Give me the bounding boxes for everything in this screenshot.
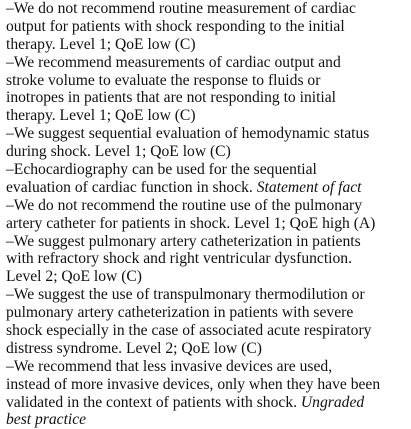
text-line: instead of more invasive devices, only when they have been [6,375,381,393]
text-line: therapy. Level 1; QoE low (C) [6,107,196,125]
text-line: output for patients with shock responding to the initial [6,17,345,35]
statement-label: Statement of fact [256,178,362,196]
text-line: –We do not recommend routine measurement of cardiac [6,0,356,17]
grade-label-continued: best practice [6,411,87,429]
text-line: –Echocardiography can be used for the sequential [6,161,317,179]
text-line: therapy. Level 1; QoE low (C) [6,35,196,53]
recommendation-2 [6,54,406,126]
recommendation-7 [6,286,406,358]
text-line: –We recommend measurements of cardiac output and [6,53,341,71]
text-line: pulmonary artery catheterization in patients with severe [6,304,354,322]
text-line: –We suggest the use of transpulmonary thermodilution or [6,286,365,304]
text-line: Level 2; QoE low (C) [6,268,142,286]
recommendation-4 [6,161,406,197]
text-line: –We suggest pulmonary artery catheterization in patients [6,232,361,250]
recommendations-text [6,0,406,429]
text-line: –We do not recommend the routine use of the pulmonary [6,196,363,214]
text-line: during shock. Level 1; QoE low (C) [6,143,231,161]
recommendation-3 [6,125,406,161]
text-line: –We suggest sequential evaluation of hemodynamic status [6,125,370,143]
text-segment: validated in the context of patients with shock. [6,393,301,411]
grade-label: Ungraded [300,393,365,411]
text-line: inotropes in patients that are not responding to initial [6,89,337,107]
recommendation-1 [6,0,406,54]
text-line: artery catheter for patients in shock. Level 1; QoE high (A) [6,214,376,232]
text-line: –We recommend that less invasive devices are used, [6,357,333,375]
text-line: distress syndrome. Level 2; QoE low (C) [6,339,262,357]
text-line [6,179,406,197]
recommendation-5 [6,197,406,233]
recommendation-6 [6,233,406,287]
text-line: stroke volume to evaluate the response to fluids or [6,71,321,89]
text-line: with refractory shock and right ventricular dysfunction. [6,250,352,268]
recommendation-8 [6,358,406,429]
text-line [6,394,406,412]
text-line: shock especially in the case of associated acute respiratory [6,322,372,340]
text-segment: evaluation of cardiac function in shock. [6,178,257,196]
